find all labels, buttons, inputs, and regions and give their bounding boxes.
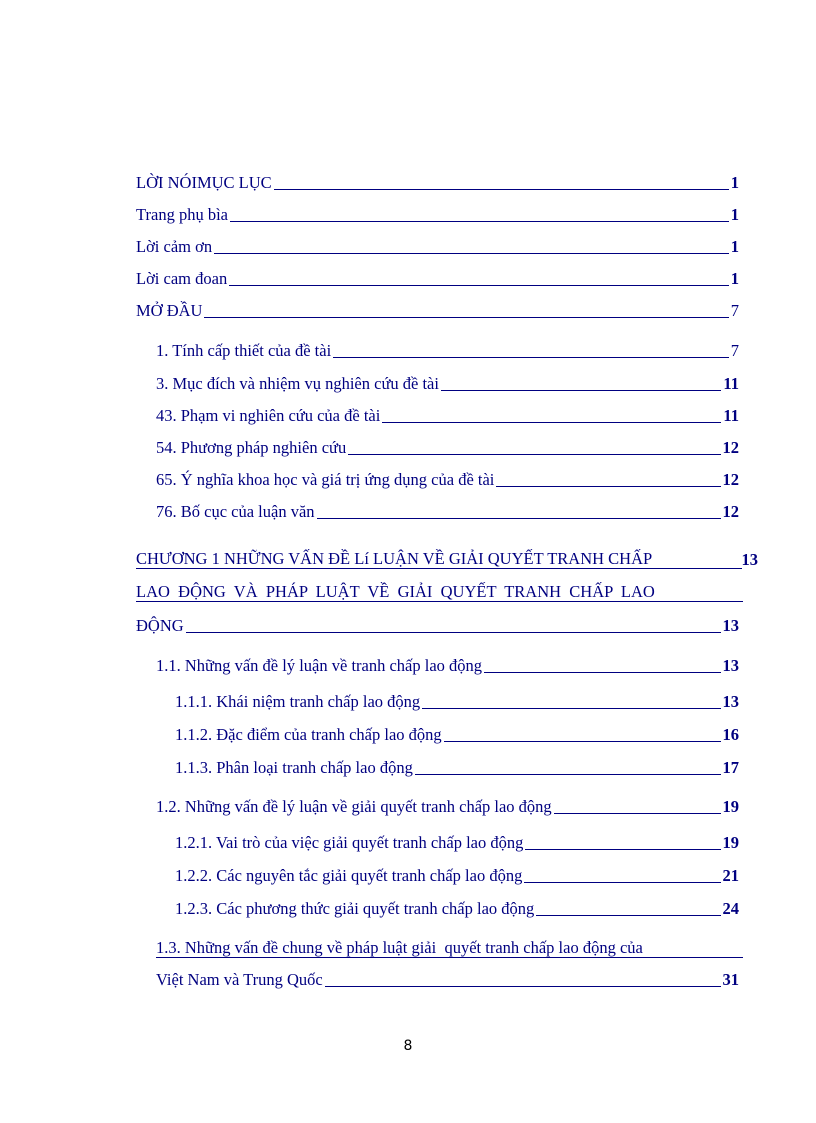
toc-entry-text: 1.2.2. Các nguyên tắc giải quyết tranh chấp lao động	[175, 866, 523, 885]
toc-page-number: 12	[722, 502, 739, 521]
toc-page-number: 13	[722, 656, 739, 675]
toc-leader	[536, 915, 720, 916]
toc-entry-1-3-end[interactable]	[156, 967, 739, 989]
toc-entry-1-1-1[interactable]	[175, 689, 739, 711]
toc-entry-text: 1.3. Những vấn đề chung về pháp luật giải quyết tranh chấp lao động của	[156, 939, 743, 958]
toc-page-number: 1	[730, 205, 739, 224]
toc-entry-text: 65. Ý nghĩa khoa học và giá trị ứng dụng của đề tài	[156, 470, 495, 489]
toc-entry-y-nghia[interactable]	[156, 467, 739, 489]
toc-leader	[317, 518, 721, 519]
toc-leader	[230, 221, 729, 222]
toc-leader	[325, 986, 721, 987]
toc-page-number: 12	[722, 470, 739, 489]
toc-leader	[229, 285, 729, 286]
toc-page-number: 7	[730, 301, 739, 320]
toc-leader	[441, 390, 721, 391]
toc-leader	[274, 189, 729, 190]
toc-entry-loi-cam-on[interactable]	[136, 234, 739, 256]
toc-leader	[444, 741, 721, 742]
toc-entry-bo-cuc[interactable]	[156, 499, 739, 521]
toc-entry-text: CHƯƠNG 1 NHỮNG VẤN ĐỀ Lí LUẬN VỀ GIẢI QUYẾT TRANH CHẤP	[136, 550, 742, 569]
toc-page-number: 12	[722, 438, 739, 457]
toc-entry-text: 43. Phạm vi nghiên cứu của đề tài	[156, 406, 381, 425]
toc-entry-text: 3. Mục đích và nhiệm vụ nghiên cứu đề tài	[156, 374, 439, 393]
toc-entry-chuong-1-end[interactable]	[136, 613, 739, 635]
toc-entry-1-2-3[interactable]	[175, 896, 739, 918]
toc-entry-text: Lời cam đoan	[136, 269, 228, 288]
toc-entry-text: 1.2.1. Vai trò của việc giải quyết tranh chấp lao động	[175, 833, 524, 852]
toc-page-number: 1	[730, 237, 739, 256]
toc-entry-1-2-1[interactable]	[175, 830, 739, 852]
toc-leader	[348, 454, 720, 455]
toc-entry-loi-noi[interactable]	[136, 170, 739, 192]
toc-entry-chuong-1[interactable]	[136, 547, 758, 569]
toc-leader	[415, 774, 721, 775]
toc-entry-pham-vi[interactable]	[156, 403, 739, 425]
toc-entry-tinh-cap-thiet[interactable]	[156, 338, 739, 360]
toc-page-number: 31	[722, 970, 739, 989]
toc-entry-text: MỞ ĐẦU	[136, 301, 203, 320]
toc-leader	[525, 849, 720, 850]
toc-entry-chuong-1-cont[interactable]	[136, 580, 743, 602]
toc-page-number: 16	[722, 725, 739, 744]
toc-leader	[496, 486, 720, 487]
toc-entry-1-1[interactable]	[156, 653, 739, 675]
toc-entry-text: LAO ĐỘNG VÀ PHÁP LUẬT VỀ GIẢI QUYẾT TRANH CHẤP LAO	[136, 583, 743, 602]
toc-entry-phuong-phap[interactable]	[156, 435, 739, 457]
toc-entry-text: 76. Bố cục của luận văn	[156, 502, 315, 521]
toc-entry-mo-dau[interactable]	[136, 298, 739, 320]
toc-entry-1-2[interactable]	[156, 794, 739, 816]
toc-entry-text: 1.2.3. Các phương thức giải quyết tranh chấp lao động	[175, 899, 535, 918]
toc-leader	[214, 253, 729, 254]
toc-leader	[204, 317, 728, 318]
toc-entry-text: 1.2. Những vấn đề lý luận về giải quyết tranh chấp lao động	[156, 797, 552, 816]
toc-entry-text: Việt Nam và Trung Quốc	[156, 970, 323, 989]
toc-page-number: 11	[723, 374, 739, 393]
toc-entry-loi-cam-doan[interactable]	[136, 266, 739, 288]
toc-leader	[554, 813, 721, 814]
toc-entry-1-1-3[interactable]	[175, 755, 739, 777]
toc-entry-1-2-2[interactable]	[175, 863, 739, 885]
toc-leader	[333, 357, 729, 358]
toc-entry-text: 1.1.2. Đặc điểm của tranh chấp lao động	[175, 725, 442, 744]
toc-entry-muc-dich[interactable]	[156, 371, 739, 393]
page-number: 8	[403, 1038, 413, 1054]
toc-page-number: 7	[730, 341, 739, 360]
toc-entry-text: LỜI NÓIMỤC LỤC	[136, 173, 272, 192]
toc-page-number: 13	[722, 616, 739, 635]
toc-entry-text: 1. Tính cấp thiết của đề tài	[156, 341, 332, 360]
toc-page-number: 21	[722, 866, 739, 885]
toc-page-number: 19	[722, 833, 739, 852]
toc-page-number: 17	[722, 758, 739, 777]
toc-entry-text: 1.1.1. Khái niệm tranh chấp lao động	[175, 692, 421, 711]
toc-entry-1-3[interactable]	[156, 936, 743, 958]
toc-leader	[484, 672, 720, 673]
toc-leader	[422, 708, 720, 709]
toc-entry-text: 54. Phương pháp nghiên cứu	[156, 438, 347, 457]
toc-page-number: 11	[723, 406, 739, 425]
toc-entry-text: 1.1.3. Phân loại tranh chấp lao động	[175, 758, 413, 777]
toc-page-number: 19	[722, 797, 739, 816]
toc-entry-text: ĐỘNG	[136, 616, 184, 635]
toc-entry-text: Lời cảm ơn	[136, 237, 213, 256]
toc-entry-text: Trang phụ bìa	[136, 205, 228, 224]
toc-entry-1-1-2[interactable]	[175, 722, 739, 744]
toc-page-number: 1	[730, 173, 739, 192]
toc-leader	[186, 632, 721, 633]
toc-entry-text: 1.1. Những vấn đề lý luận về tranh chấp lao động	[156, 656, 483, 675]
toc-page-number: 13	[741, 550, 758, 569]
toc-leader	[524, 882, 720, 883]
toc-page-number: 24	[722, 899, 739, 918]
toc-page-number: 13	[722, 692, 739, 711]
toc-page-number: 1	[730, 269, 739, 288]
toc-entry-trang-phu-bia[interactable]	[136, 202, 739, 224]
toc-leader	[382, 422, 721, 423]
